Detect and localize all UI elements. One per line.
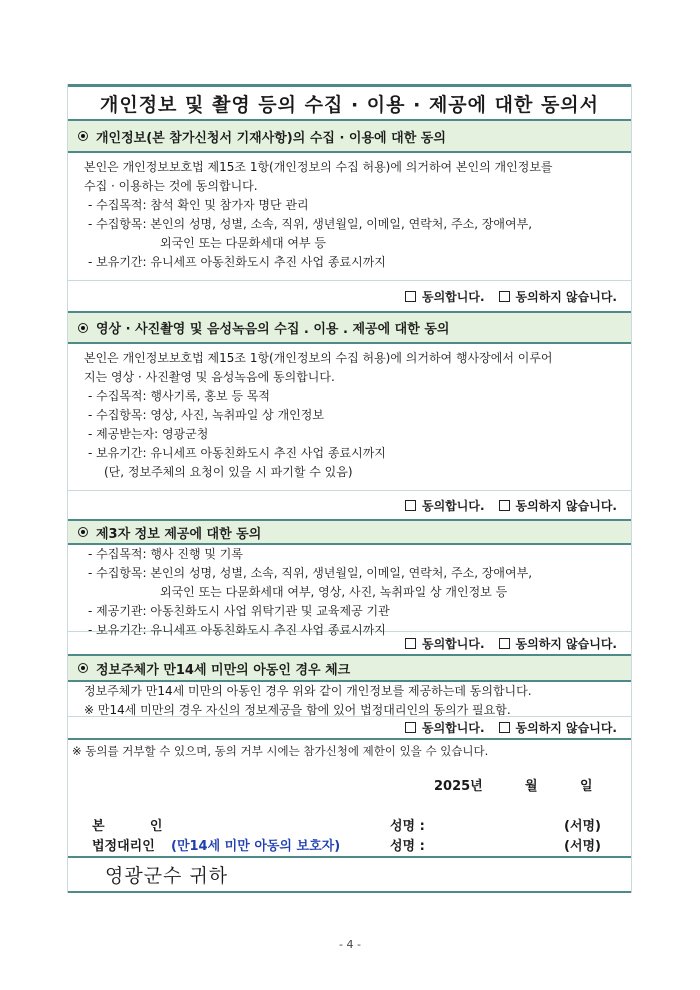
section-header-third-party	[68, 519, 631, 545]
checkbox-icon[interactable]	[499, 500, 510, 511]
list-item: - 보유기간: 유니세프 아동친화도시 추진 사업 종료시까지	[88, 255, 386, 269]
list-item: - 수집목적: 행사 진행 및 기록	[88, 547, 243, 561]
consent-choice-row	[68, 491, 631, 519]
list-item: - 보유기간: 유니세프 아동친화도시 추진 사업 종료시까지	[88, 446, 386, 460]
list-item: - 수집항목: 영상, 사진, 녹취파일 상 개인정보	[88, 408, 324, 422]
page-number: - 4 -	[339, 938, 361, 951]
list-item-note: (단, 정보주체의 요청이 있을 시 파기할 수 있음)	[104, 465, 353, 479]
disagree-label: 동의하지 않습니다.	[515, 498, 617, 513]
radio-bullet-icon	[78, 131, 88, 141]
agree-option[interactable]	[405, 635, 485, 652]
section-header-minor-check	[68, 654, 631, 682]
agree-label: 동의합니다.	[421, 498, 485, 513]
section-header-photo-video	[68, 311, 631, 344]
list-item-continuation: 외국인 또는 다문화세대 여부, 영상, 사진, 녹취파일 상 개인정보 등	[160, 585, 508, 599]
section-body-photo-video	[68, 344, 631, 491]
disagree-option[interactable]	[499, 288, 617, 305]
body-text: 본인은 개인정보보호법 제15조 1항(개인정보의 수집 허용)에 의거하여 본인의 개인정보를	[84, 160, 553, 174]
signature-field[interactable]: (서명)	[564, 819, 601, 834]
disagree-option[interactable]	[499, 497, 617, 514]
agree-option[interactable]	[405, 288, 485, 305]
signer-role: 법정대리인	[92, 839, 155, 854]
radio-bullet-icon	[78, 323, 88, 333]
list-item: - 수집항목: 본인의 성명, 성별, 소속, 직위, 생년월일, 이메일, 연락처, 주소, 장애여부,	[88, 217, 533, 231]
name-label: 성명 :	[390, 839, 425, 854]
list-item: - 수집목적: 참석 확인 및 참가자 명단 관리	[88, 198, 309, 212]
guardian-note: (만14세 미만 아동의 보호자)	[171, 839, 341, 854]
section-body-personal-info	[68, 153, 631, 281]
consent-choice-row	[68, 281, 631, 311]
disagree-label: 동의하지 않습니다.	[515, 289, 617, 304]
consent-choice-row	[68, 717, 631, 740]
body-text: 정보주체가 만14세 미만의 아동인 경우 위와 같이 개인정보를 제공하는데 동의합니다.	[84, 684, 532, 698]
document-title: 개인정보 및 촬영 등의 수집 · 이용 · 제공에 대한 동의서	[68, 84, 631, 121]
section-title: 개인정보(본 참가신청서 기재사항)의 수집 · 이용에 대한 동의	[96, 130, 446, 146]
signer-role: 본 인	[92, 819, 163, 834]
section-body-third-party	[68, 545, 631, 637]
consent-form	[67, 84, 632, 893]
list-item: - 제공받는자: 영광군청	[88, 427, 209, 441]
signature-row-self	[68, 815, 631, 835]
checkbox-icon[interactable]	[499, 722, 510, 733]
list-item: - 제공기관: 아동친화도시 사업 위탁기관 및 교육제공 기관	[88, 604, 390, 618]
section-title: 제3자 정보 제공에 대한 동의	[96, 526, 262, 542]
section-title: 영상 · 사진촬영 및 음성녹음의 수집 . 이용 . 제공에 대한 동의	[96, 322, 450, 337]
agree-label: 동의합니다.	[421, 636, 485, 651]
refusal-note: ※ 동의를 거부할 수 있으며, 동의 거부 시에는 참가신청에 제한이 있을 수 있습니다.	[72, 744, 489, 758]
addressee: 영광군수 귀하	[68, 856, 631, 893]
name-label: 성명 :	[390, 819, 425, 834]
checkbox-icon[interactable]	[405, 500, 416, 511]
checkbox-icon[interactable]	[499, 291, 510, 302]
body-text: 수집 · 이용하는 것에 동의합니다.	[84, 179, 258, 193]
body-text: 본인은 개인정보보호법 제15조 1항(개인정보의 수집 허용)에 의거하여 행사장에서 이루어	[84, 351, 553, 365]
section-header-personal-info	[68, 121, 631, 153]
signature-row-guardian	[68, 835, 631, 856]
list-item: - 보유기간: 유니세프 아동친화도시 추진 사업 종료시까지	[88, 623, 386, 637]
date-month: 월	[525, 779, 538, 794]
agree-option[interactable]	[405, 497, 485, 514]
disagree-option[interactable]	[499, 719, 617, 736]
body-text: ※ 만14세 미만의 경우 자신의 정보제공을 함에 있어 법정대리인의 동의가 필요함.	[84, 703, 511, 717]
signature-field[interactable]: (서명)	[564, 839, 601, 854]
date-line	[68, 763, 631, 815]
radio-bullet-icon	[78, 527, 88, 537]
radio-bullet-icon	[78, 663, 88, 673]
disagree-label: 동의하지 않습니다.	[515, 636, 617, 651]
agree-label: 동의합니다.	[421, 289, 485, 304]
checkbox-icon[interactable]	[405, 722, 416, 733]
checkbox-icon[interactable]	[405, 638, 416, 649]
checkbox-icon[interactable]	[405, 291, 416, 302]
disagree-option[interactable]	[499, 635, 617, 652]
section-body-minor-check	[68, 682, 631, 717]
checkbox-icon[interactable]	[499, 638, 510, 649]
section-title: 정보주체가 만14세 미만의 아동인 경우 체크	[96, 662, 351, 678]
agree-option[interactable]	[405, 719, 485, 736]
body-text: 지는 영상 · 사진촬영 및 음성녹음에 동의합니다.	[84, 370, 335, 384]
date-day: 일	[580, 779, 593, 794]
list-item: - 수집항목: 본인의 성명, 성별, 소속, 직위, 생년월일, 이메일, 연락처, 주소, 장애여부,	[88, 566, 533, 580]
agree-label: 동의합니다.	[421, 721, 485, 735]
list-item: - 수집목적: 행사기록, 홍보 등 목적	[88, 389, 270, 403]
list-item-continuation: 외국인 또는 다문화세대 여부 등	[160, 236, 326, 250]
date-year: 2025년	[434, 779, 483, 794]
disagree-label: 동의하지 않습니다.	[515, 721, 617, 735]
